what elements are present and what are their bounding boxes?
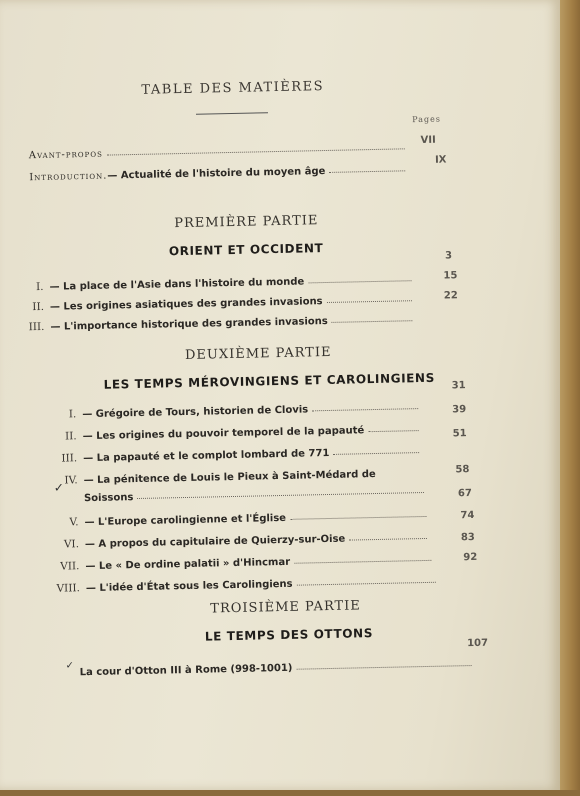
entry-number: VI. (63, 538, 80, 551)
leader-dots (107, 148, 405, 155)
page-title: TABLE DES MATIÈRES (141, 79, 325, 98)
leader-dots (290, 516, 426, 520)
leader-dots (327, 300, 412, 303)
toc-entry (52, 571, 440, 595)
entry-number: VII. (60, 560, 80, 573)
entry-number: IV. (64, 474, 78, 487)
pages-column-header: Pages (412, 114, 442, 125)
entry-label: — La place de l'Asie dans l'histoire du monde (49, 276, 305, 293)
page-number: VII (420, 134, 436, 146)
toc-entry (79, 654, 475, 678)
entry-number: V. (69, 516, 79, 529)
leader-dots (333, 452, 419, 455)
page-number: 39 (452, 404, 467, 416)
page-number: 51 (452, 428, 467, 440)
entry-label: — Les origines asiatiques des grandes invasions (49, 296, 323, 313)
section-heading: LES TEMPS MÉROVINGIENS ET CAROLINGIENS (103, 370, 435, 392)
toc-entry (49, 441, 423, 465)
title-rule (196, 112, 268, 115)
section-heading: LE TEMPS DES OTTONS (204, 626, 374, 644)
entry-label: — La pénitence de Louis le Pieux à Saint-Médard de (83, 469, 376, 487)
entry-label: — L'Europe carolingienne et l'Église (84, 512, 287, 529)
toc-entry-avant-propos (29, 137, 409, 161)
page-number: 58 (455, 464, 470, 476)
entry-number: III. (61, 452, 78, 465)
entry-label: — A propos du capitulaire de Quierzy-sur-Oise (84, 533, 346, 551)
leader-dots (368, 430, 418, 432)
entry-label: Avant-propos (28, 148, 103, 162)
page-number: IX (434, 154, 447, 166)
page-number: 31 (451, 380, 466, 392)
page-number: 83 (460, 531, 475, 544)
toc-entry (48, 397, 422, 421)
entry-label: La cour d'Otton III à Rome (998-1001) (79, 662, 293, 679)
leader-dots (332, 320, 413, 323)
entry-number: I. (35, 280, 44, 294)
leader-dots (296, 665, 471, 670)
toc-entry (16, 309, 416, 333)
entry-label: — Le « De ordine palatii » d'Hincmar (85, 556, 291, 573)
entry-number: II. (32, 300, 45, 314)
page-number: 67 (457, 488, 473, 500)
page-number: 15 (443, 270, 458, 282)
toc-entry (51, 527, 431, 551)
leader-dots (294, 560, 431, 564)
entry-label: — Les origines du pouvoir temporel de la papauté (82, 425, 365, 443)
part-heading: DEUXIÈME PARTIE (184, 344, 332, 363)
page-number: 107 (467, 637, 489, 650)
toc-entry (50, 505, 430, 529)
page-number: 92 (463, 551, 478, 564)
entry-label: Soissons (83, 492, 134, 505)
part-heading: PREMIÈRE PARTIE (174, 213, 319, 232)
pencil-mark: ✓ (65, 660, 75, 672)
leader-dots (297, 582, 436, 586)
entry-text: — Actualité de l'histoire du moyen âge (107, 166, 326, 182)
entry-number: III. (28, 320, 45, 334)
pencil-check-mark: ✓ (53, 480, 64, 495)
entry-label: — L'idée d'État sous les Carolingiens (85, 578, 293, 595)
leader-dots (137, 492, 424, 499)
toc-entry (49, 419, 423, 443)
part-heading: TROISIÈME PARTIE (210, 598, 362, 617)
entry-number: I. (68, 408, 77, 421)
section-heading: ORIENT ET OCCIDENT (168, 241, 324, 259)
entry-label: Introduction. (29, 170, 108, 184)
leader-dots (312, 408, 418, 411)
page-number: 22 (443, 290, 458, 302)
leader-dots (308, 280, 411, 283)
entry-label: — La papauté et le complot lombard de 771 (83, 447, 330, 465)
page-edge (560, 0, 580, 790)
entry-label: — L'importance historique des grandes invasions (50, 315, 328, 333)
entry-label: — Grégoire de Tours, historien de Clovis (82, 404, 309, 421)
page-number: 3 (444, 250, 453, 262)
leader-dots (329, 170, 405, 173)
entry-number: II. (64, 430, 77, 443)
toc-entry-introduction (29, 159, 409, 183)
page-number: 74 (460, 509, 475, 522)
entry-number: VIII. (56, 582, 81, 595)
leader-dots (349, 538, 427, 541)
toc-entry (51, 549, 435, 573)
